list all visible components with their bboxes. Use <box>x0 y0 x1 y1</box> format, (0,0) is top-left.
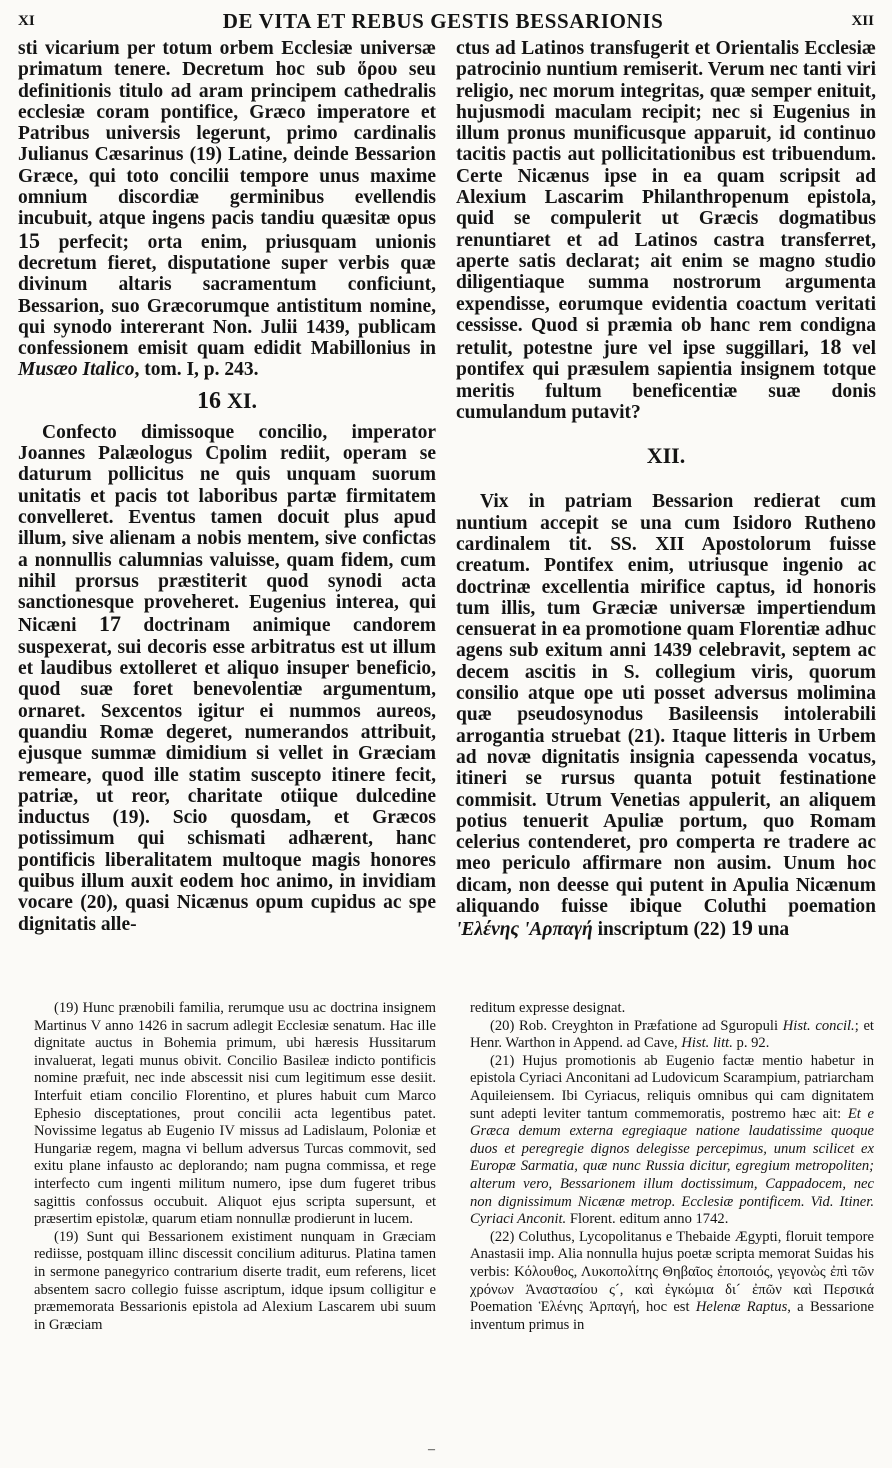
text-run: vel pontifex qui præsulem sapientia insignem totque meritis fultum beneficentiæ suæ donis cumulandum putavit? <box>456 338 877 424</box>
text-run: Florent. editum anno 1742. <box>569 1211 729 1228</box>
footnote-19b: (19) Sunt qui Bessarionem existiment nunquam in Græciam rediisse, postquam illinc discessit concilium aditurus. Platina tamen in sermone panegyrico contrarium diserte tradit, eum referens, licet absentem sacro collegio fuisse ascriptum, idque ipsum colligitur e præmemorata Bessarionis epistola ad Alexium Lascarem ubi suum in Græciam <box>34 1228 436 1333</box>
footnotes-right <box>470 1000 874 1334</box>
text-run: p. 92. <box>736 1035 770 1052</box>
footnotes-left <box>34 1000 436 1334</box>
right-column <box>456 38 876 941</box>
running-header <box>18 8 874 34</box>
text-run: (22) Coluthus, Lycopolitanus e Thebaide Ægypti, floruit tempore Anastasii imp. Alia nonnulla hujus poetæ scripta memorat Suidas his verbis: Κόλουθος, Λυκοπολίτης Θηβαῖος ἐποποιός, γεγονὼς ἐπὶ τῶν χρόνων Ἀναστασίου ς´, καὶ ἐγκώμια δι´ ἐπῶν καὶ Περσικά Poemation Ἑλένης Ἁρπαγή, hoc est <box>470 1228 874 1316</box>
margin-number-18: 18 <box>819 334 842 360</box>
footnote-20 <box>470 1018 874 1053</box>
section-heading-xii: XII. <box>646 443 686 469</box>
margin-number-17: 17 <box>98 611 121 637</box>
text-run: (21) Hujus promotionis ab Eugenio factæ mentio habetur in epistola Cyriaci Anconitani ad Ludovicum Scarampium, patriarcham Aquileiensem. Ibi Cyriacus, reliquis omnibus qui cam dignitatem sunt adepti leviter tantum commemoratis, postremo hæc ait: <box>470 1052 874 1122</box>
citation-title: Hist. litt. <box>681 1035 733 1052</box>
section-title: XI. <box>227 387 257 413</box>
footnote-22 <box>470 1229 874 1335</box>
text-run: , a Bessarione inventum primus in <box>470 1299 874 1333</box>
text-run: sti vicarium per totum orbem Ecclesiæ universæ primatum tenere. Decretum hoc sub ὅρου seu definitionis titulo ad aram principem cathedralis ecclesiæ coram pontifice, Græco imperatore et Patribus universis legerunt, primo cardinalis Julianus Cæsarinus (19) Latine, deinde Bessarion Græce, qui toto concilii tempore unus maxime omnium discordiæ germinibus evellendis incubuit, atque ingens pacis tandiu quæsitæ opus <box>18 38 436 230</box>
text-run: ctus ad Latinos transfugerit et Orientalis Ecclesiæ patrocinio nuntium remiserit. Verum nec tanti viri religio, nec morum integritas, quæ semper enituit, hujusmodi maculam recipit; nec si Eugenius in illum pronus munificusque apparuit, id continuo tacitis pactis aut pollicitationibus est tribuendum. Certe Nicænus ipse in ea quam scripsit ad Alexium Lascarim Philanthropenum epistola, quid se compulerit ut Græcis dogmatibus renuntiaret et ad Latinos castra transferret, aperte satis declarat; ait enim se magno studio diligentiaque summa nostrorum argumenta expendisse, eorumque evidentia coactum veritati cessisse. Quod si præmia ob hanc rem condigna retulit, potestne jure vel ipse suggillari, <box>456 38 876 360</box>
text-run: (20) Rob. Creyghton in Præfatione ad Sguropuli <box>490 1017 779 1034</box>
text-run: inscriptum (22) <box>597 919 726 941</box>
footnote-21 <box>470 1053 874 1229</box>
text-run: , tom. I, p. 243. <box>134 359 259 381</box>
citation-title: Hist. concil. <box>782 1017 855 1034</box>
left-page-number: XI <box>18 12 35 29</box>
bottom-mark: – <box>428 1442 435 1457</box>
text-run: una <box>757 919 790 941</box>
text-run: ; et Henr. Warthon in Append. ad Cave, <box>470 1017 874 1052</box>
section-heading-xi <box>18 386 436 416</box>
right-page-number: XII <box>851 12 874 29</box>
right-paragraph-1 <box>456 38 876 423</box>
footnote-19a: (19) Hunc prænobili familia, rerumque usu ac doctrina insignem Martinus V anno 1426 in sacrum adlegit Ecclesiæ senatum. Hac ille dignitate auctus in Bohemia primum, ubi hæresis Hussitarum invaluerat, legati munus obivit. Concilio Basileæ indicto pontificis nomine præfuit, nec inde abscessit nisi cum legitimum esse desiit. Interfuit etiam concilio Florentino, et plures habuit cum Marco Ephesio disceptationes, prout concilii acta legentibus patet. Novissime legatus ab Eugenio IV missus ad Ladislaum, Poloniæ et Hungariæ regem, magna vi bellum adversus Turcas commovit, sed exitu plane infausto ac deplorando; nam pugna commissa, et rege interfecto cum ingenti militum numero, ipse dum fugeret tribus sagittis confossus occubuit. Aliquot ejus scripta supersunt, et præsertim epistolæ, quarum etiam nonnullæ prodierunt in lucem. <box>34 1000 436 1228</box>
greek-title: 'Ελένης 'Αρπαγή <box>456 919 593 941</box>
left-column <box>18 38 436 935</box>
margin-number-15: 15 <box>18 227 40 253</box>
citation-title: Helenæ Raptus <box>695 1299 788 1316</box>
text-run: Vix in patriam Bessarion redierat cum nuntium accepit se una cum Isidoro Rutheno cardinalem tit. SS. XII Apostolorum fuisse creatum. Pontifex enim, utriusque ingenio ac doctrinæ excellentia mirifice captus, id honoris tum illis, tum Græciæ universæ impertiendum censuerat in ea promotione quam Florentiæ adhuc agens sub exitum anni 1439 celebravit, septem ac decem ascitis in S. collegium viris, quorum consilio atque ope uti posset adversus molimina quæ pseudosynodus Basileensis intolerabili arrogantia struebat (21). Itaque litteris in Urbem ad novæ dignitatis insignia capessenda vocatus, itineri se rursus quanta potuit festinatione commisit. Utrum Venetias appulerit, an aliquem potius tenuerit Apuliæ portum, quo Romam celerius contenderet, pro comperta re tradere ac meo periculo affirmare non ausim. Unum hoc dicam, non deesse qui putent in Apulia Nicænum aliquando fuisse ibique Coluthi poemation <box>456 491 876 917</box>
left-paragraph-2 <box>18 422 436 935</box>
footnote-continuation: reditum expresse designat. <box>470 1000 626 1016</box>
work-title: Musæo Italico <box>18 359 135 381</box>
running-title: DE VITA ET REBUS GESTIS BESSARIONIS <box>222 8 664 33</box>
quotation: Et e Græca demum externa egregiaque natione laudatissime quoque duos et peregregie dignos delegisse percepimus, unum scilicet ex Europæ Sarmatia, quæ nunc Russia dicitur, egregium metropoliten; alterum vero, Bessarionem illum doctissimum, Cappadocem, nec non dignissimum Nicænæ metrop. Ecclesiæ pontificem. Vid. Itiner. Cyriaci Anconit. <box>470 1105 874 1228</box>
text-run: perfecit; orta enim, priusquam unionis decretum fieret, disputatione super verbis quæ divinum altaris sacramentum conficiunt, Bessarion, suo Græcorumque antistitum nomine, qui synodo intererant Non. Julii 1439, publicam confessionem emisit quam edidit Mabillonius in <box>18 231 436 360</box>
margin-number-16: 16 <box>197 387 222 414</box>
left-paragraph-1 <box>18 38 436 381</box>
text-run: Confecto dimissoque concilio, imperator Joannes Palæologus Cpolim rediit, operam se daturum pollicitus ne quis unquam suorum unitatis et pacis tot laboribus partæ firmitatem convelleret. Eventus tamen docuit plus apud illum, sive alienam a nobis mentem, sive confictas a nonnullis calumnias valuisse, quam fidem, cum nihil prorsus præstiterit quod synodi acta sanctionesque proveheret. Eugenius interea, qui Nicæni <box>18 421 436 637</box>
right-paragraph-2 <box>456 491 876 940</box>
text-run: doctrinam animique candorem suspexerat, sui decoris esse arbitratus est ut illum et laudibus extolleret et aliquo insuper beneficio, quod suæ foret benevolentiæ argumentum, ornaret. Sexcentos igitur ei nummos aureos, quandiu Romæ degeret, numerandos attribuit, ejusque summæ dimidium si vellet in Græciam remeare, quod ille statim suscepto itinere fecit, patriæ, ut reor, charitate otiique dulcedine inductus (19). Scio quosdam, et Græcos potissimum qui schismati adhærent, hanc pontificis liberalitatem multoque magis honores quibus illum auxit eodem hoc animo, in invidiam vocare (20), quasi Nicænus opum cupidus ac spe dignitatis alle- <box>18 615 437 935</box>
margin-number-19: 19 <box>730 915 753 941</box>
